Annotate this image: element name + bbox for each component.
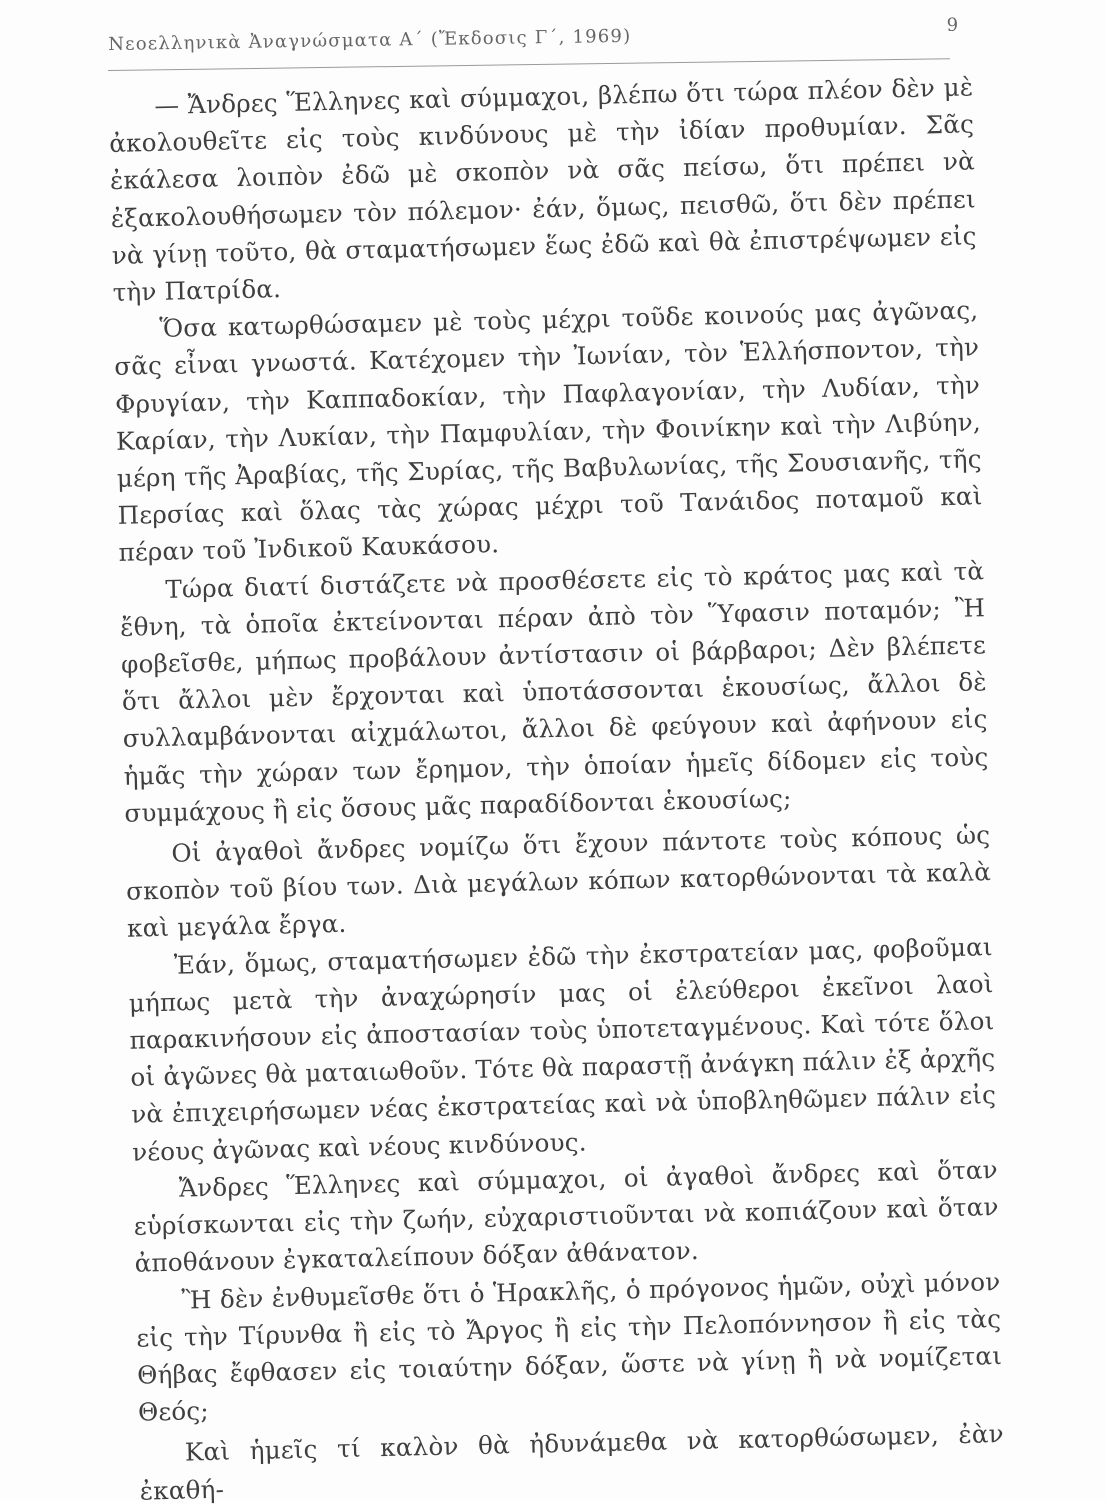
paragraph: Καὶ ἡμεῖς τί καλὸν θὰ ἠδυνάμεθα νὰ κατορθώσωμεν, ἐὰν ἐκαθή- xyxy=(139,1419,1005,1506)
running-title: Νεοελληνικὰ Ἀναγνώσματα Α΄ (Ἔκδοσις Γ΄, 1969) xyxy=(108,25,632,55)
paragraph: Ὅσα κατωρθώσαμεν μὲ τοὺς μέχρι τοῦδε κοινούς μας ἀγῶνας, σᾶς εἶναι γνωστά. Κατέχομεν τὴν Ἰωνίαν, τὸν Ἑλλήσποντον, τὴν Φρυγίαν, τὴν Καππαδοκίαν, τὴν Παφλαγονίαν, τὴν Λυδίαν, τὴν Καρίαν, τὴν Λυκίαν, τὴν Παμφυλίαν, τὴν Φοινίκην καὶ τὴν Λιβύην, μέρη τῆς Ἀραβίας, τῆς Συρίας, τῆς Βαβυλωνίας, τῆς Σουσιανῆς, τῆς Περσίας καὶ ὅλας τὰς χώρας μέχρι τοῦ Τανάιδος ποταμοῦ καὶ πέραν τοῦ Ἰνδικοῦ Καυκάσου. xyxy=(113,295,983,568)
body-text xyxy=(108,68,1005,1509)
page-number: 9 xyxy=(946,14,959,36)
paragraph: Ἐάν, ὅμως, σταματήσωμεν ἐδῶ τὴν ἐκστρατείαν μας, φοβοῦμαι μήπως μετὰ τὴν ἀναχώρησίν μας οἱ ἐλεύθεροι ἐκεῖνοι λαοὶ παρακινήσουν εἰς ἀποστασίαν τοὺς ὑποτεταγμένους. Καὶ τότε ὅλοι οἱ ἀγῶνες θὰ ματαιωθοῦν. Τότε θὰ παραστῇ ἀνάγκη πάλιν ἐξ ἀρχῆς νὰ ἐπιχειρήσωμεν νέας ἐκστρατείας καὶ νὰ ὑποβληθῶμεν πάλιν εἰς νέους ἀγῶνας καὶ νέους κινδύνους. xyxy=(128,931,997,1167)
paragraph: Ἢ δὲν ἐνθυμεῖσθε ὅτι ὁ Ἡρακλῆς, ὁ πρόγονος ἡμῶν, οὐχὶ μόνον εἰς τὴν Τίρυνθα ἢ εἰς τὸ Ἄργος ἢ εἰς τὴν Πελοπόννησον ἢ εἰς τὰς Θήβας ἔφθασεν εἰς τοιαύτην δόξαν, ὥστε νὰ γίνῃ ἢ νὰ νομίζεται Θεός; xyxy=(136,1266,1003,1427)
paragraph: — Ἄνδρες Ἕλληνες καὶ σύμμαχοι, βλέπω ὅτι τώρα πλέον δὲν μὲ ἀκολουθεῖτε εἰς τοὺς κινδύνους μὲ τὴν ἰδίαν προθυμίαν. Σᾶς ἐκάλεσα λοιπὸν ἐδῶ μὲ σκοπὸν νὰ σᾶς πείσω, ὅτι πρέπει νὰ ἐξακολουθήσωμεν τὸν πόλεμον· ἐάν, ὅμως, πεισθῶ, ὅτι δὲν πρέπει νὰ γίνῃ τοῦτο, θὰ σταματήσωμεν ἕως ἐδῶ καὶ θὰ ἐπιστρέψωμεν εἰς τὴν Πατρίδα. xyxy=(108,72,977,307)
paragraph: Οἱ ἀγαθοὶ ἄνδρες νομίζω ὅτι ἔχουν πάντοτε τοὺς κόπους ὡς σκοπὸν τοῦ βίου των. Διὰ μεγάλων κόπων κατορθώνονται τὰ καλὰ καὶ μεγάλα ἔργα. xyxy=(125,820,992,944)
paragraph: Τώρα διατί διστάζετε νὰ προσθέσετε εἰς τὸ κράτος μας καὶ τὰ ἔθνη, τὰ ὁποῖα ἐκτείνονται πέραν ἀπὸ τὸν Ὕφασιν ποταμόν; Ἢ φοβεῖσθε, μήπως προβάλουν ἀντίστασιν οἱ βάρβαροι; Δὲν βλέπετε ὅτι ἄλλοι μὲν ἔρχονται καὶ ὑποτάσσονται ἑκουσίως, ἄλλοι δὲ συλλαμβάνονται αἰχμάλωτοι, ἄλλοι δὲ φεύγουν καὶ ἀφήνουν εἰς ἡμᾶς τὴν χώραν των ἔρημον, τὴν ὁποίαν ἡμεῖς δίδομεν εἰς τοὺς συμμάχους ἢ εἰς ὅσους μᾶς παραδίδονται ἑκουσίως; xyxy=(119,555,989,828)
paragraph: Ἄνδρες Ἕλληνες καὶ σύμμαχοι, οἱ ἀγαθοὶ ἄνδρες καὶ ὅταν εὑρίσκωνται εἰς τὴν ζωήν, εὐχαριστιοῦνται νὰ κοπιάζουν καὶ ὅταν ἀποθάνουν ἐγκαταλείπουν δόξαν ἀθάνατον. xyxy=(133,1154,999,1278)
